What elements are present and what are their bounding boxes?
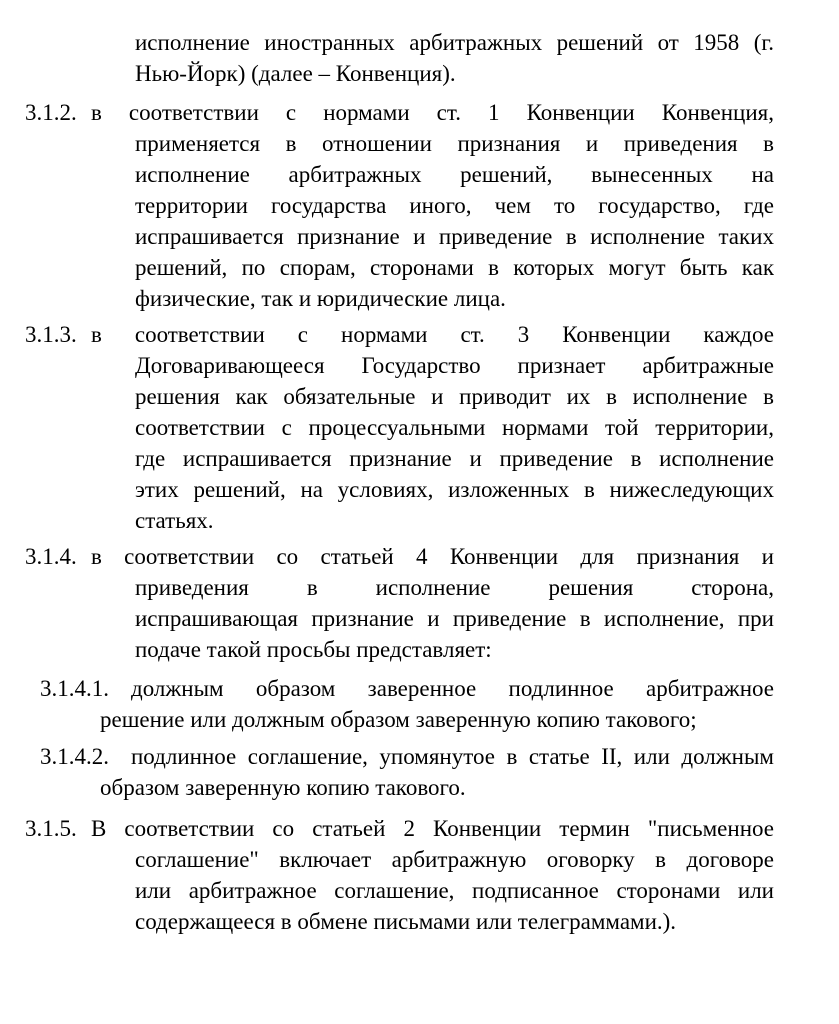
clause-line: решение или должным образом заверенную копию такового; bbox=[100, 707, 697, 732]
clause-line: этих решений, на условиях, изложенных в нижеследующих bbox=[135, 477, 774, 502]
clause-number: 3.1.4.1. bbox=[40, 676, 109, 701]
clause-line: применяется в отношении признания и приведения в bbox=[135, 131, 774, 156]
clause-line: испрашивается признание и приведение в исполнение таких bbox=[135, 224, 774, 249]
clause-line: где испрашивается признание и приведение в исполнение bbox=[135, 446, 774, 471]
clause-number: 3.1.2. bbox=[25, 100, 77, 125]
clause-line: в соответствии с нормами ст. 1 Конвенции Конвенция, bbox=[91, 100, 774, 125]
clause-line: решений, по спорам, сторонами в которых могут быть как bbox=[135, 255, 774, 280]
clause-line: или арбитражное соглашение, подписанное сторонами или bbox=[135, 878, 774, 903]
clause-line: В соответствии со статьей 2 Конвенции термин "письменное bbox=[91, 816, 774, 841]
intro-line-2: Нью-Йорк) (далее – Конвенция). bbox=[135, 61, 456, 86]
clause-line: в соответствии с нормами ст. 3 Конвенции каждое bbox=[91, 322, 774, 347]
clause-line: статьях. bbox=[135, 508, 214, 533]
clause-line: подаче такой просьбы представляет: bbox=[135, 637, 492, 662]
clause-number: 3.1.4. bbox=[25, 544, 77, 569]
clause-line: исполнение арбитражных решений, вынесенных на bbox=[135, 162, 774, 187]
clause-line: испрашивающая признание и приведение в исполнение, при bbox=[135, 606, 774, 631]
clause-line: подлинное соглашение, упомянутое в статье II, или должным bbox=[131, 744, 774, 769]
clause-line: содержащееся в обмене письмами или телеграммами.). bbox=[135, 909, 677, 934]
clause-line: приведения в исполнение решения сторона, bbox=[135, 575, 774, 600]
clause-number: 3.1.4.2. bbox=[40, 744, 109, 769]
clause-line: Договаривающееся Государство признает арбитражные bbox=[135, 353, 774, 378]
intro-line-1: исполнение иностранных арбитражных решений от 1958 (г. bbox=[135, 30, 774, 55]
clause-line: должным образом заверенное подлинное арбитражное bbox=[131, 676, 774, 701]
clause-line: решения как обязательные и приводит их в исполнение в bbox=[135, 384, 774, 409]
clause-number: 3.1.3. bbox=[25, 322, 77, 347]
clause-line: территории государства иного, чем то государство, где bbox=[135, 193, 774, 218]
clause-line: в соответствии со статьей 4 Конвенции для признания и bbox=[91, 544, 774, 569]
clause-number: 3.1.5. bbox=[25, 816, 77, 841]
clause-line: соответствии с процессуальными нормами той территории, bbox=[135, 415, 774, 440]
clause-line: образом заверенную копию такового. bbox=[100, 775, 466, 800]
clause-line: физические, так и юридические лица. bbox=[135, 286, 506, 311]
clause-line: соглашение" включает арбитражную оговорку в договоре bbox=[135, 847, 774, 872]
